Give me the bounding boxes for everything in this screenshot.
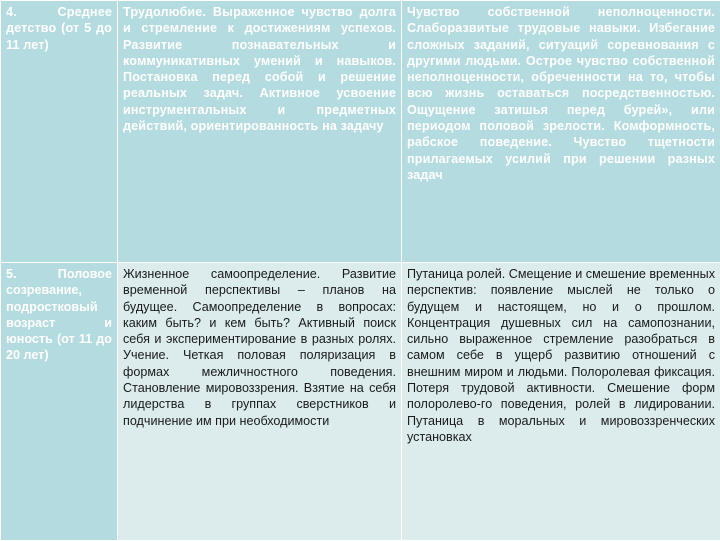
- table-row: [1, 263, 720, 541]
- negative-outcome-cell: Чувство собственной неполноценности. Слаборазвитые трудовые навыки. Избегание сложных заданий, ситуаций соревнования с другими людьми. Острое чувство собственной неполноценности, обреченности на то, чтобы всю жизнь оставаться посредственностью. Ощущение затишья перед бурей», или периодом половой зрелости. Комформность, рабское поведение. Чувство тщетности прилагаемых усилий при решении разных задач: [402, 1, 720, 263]
- stage-cell: 5. Половое созревание, подростковый возраст и юность (от 11 до 20 лет): [1, 263, 118, 541]
- positive-outcome-cell: Жизненное самоопределение. Развитие временной перспективы – планов на будущее. Самоопределение в вопросах: каким быть? и кем быть? Активный поиск себя и экспериментирование в разных ролях. Учение. Четкая половая поляризация в формах межличностного поведения. Становление мировоззрения. Взятие на себя лидерства в группах сверстников и подчинение им при необходимости: [118, 263, 402, 541]
- stage-cell: 4. Среднее детство (от 5 до 11 лет): [1, 1, 118, 263]
- positive-outcome-cell: Трудолюбие. Выраженное чувство долга и стремление к достижениям успехов. Развитие познавательных и коммуникативных умений и навыков. Постановка перед собой и решение реальных задач. Активное усвоение инструментальных и предметных действий, ориентированность на задачу: [118, 1, 402, 263]
- table-row: [1, 1, 720, 263]
- negative-outcome-cell: Путаница ролей. Смещение и смешение временных перспектив: появление мыслей не только о будущем и настоящем, но и о прошлом. Концентрация душевных сил на самопознании, сильно выраженное стремление разобраться в самом себе в ущерб развитию отношений с внешним миром и людьми. Полоролевая фиксация. Потеря трудовой активности. Смешение форм полоролево-го поведения, ролей в лидировании. Путаница в моральных и мировоззренческих установках: [402, 263, 720, 541]
